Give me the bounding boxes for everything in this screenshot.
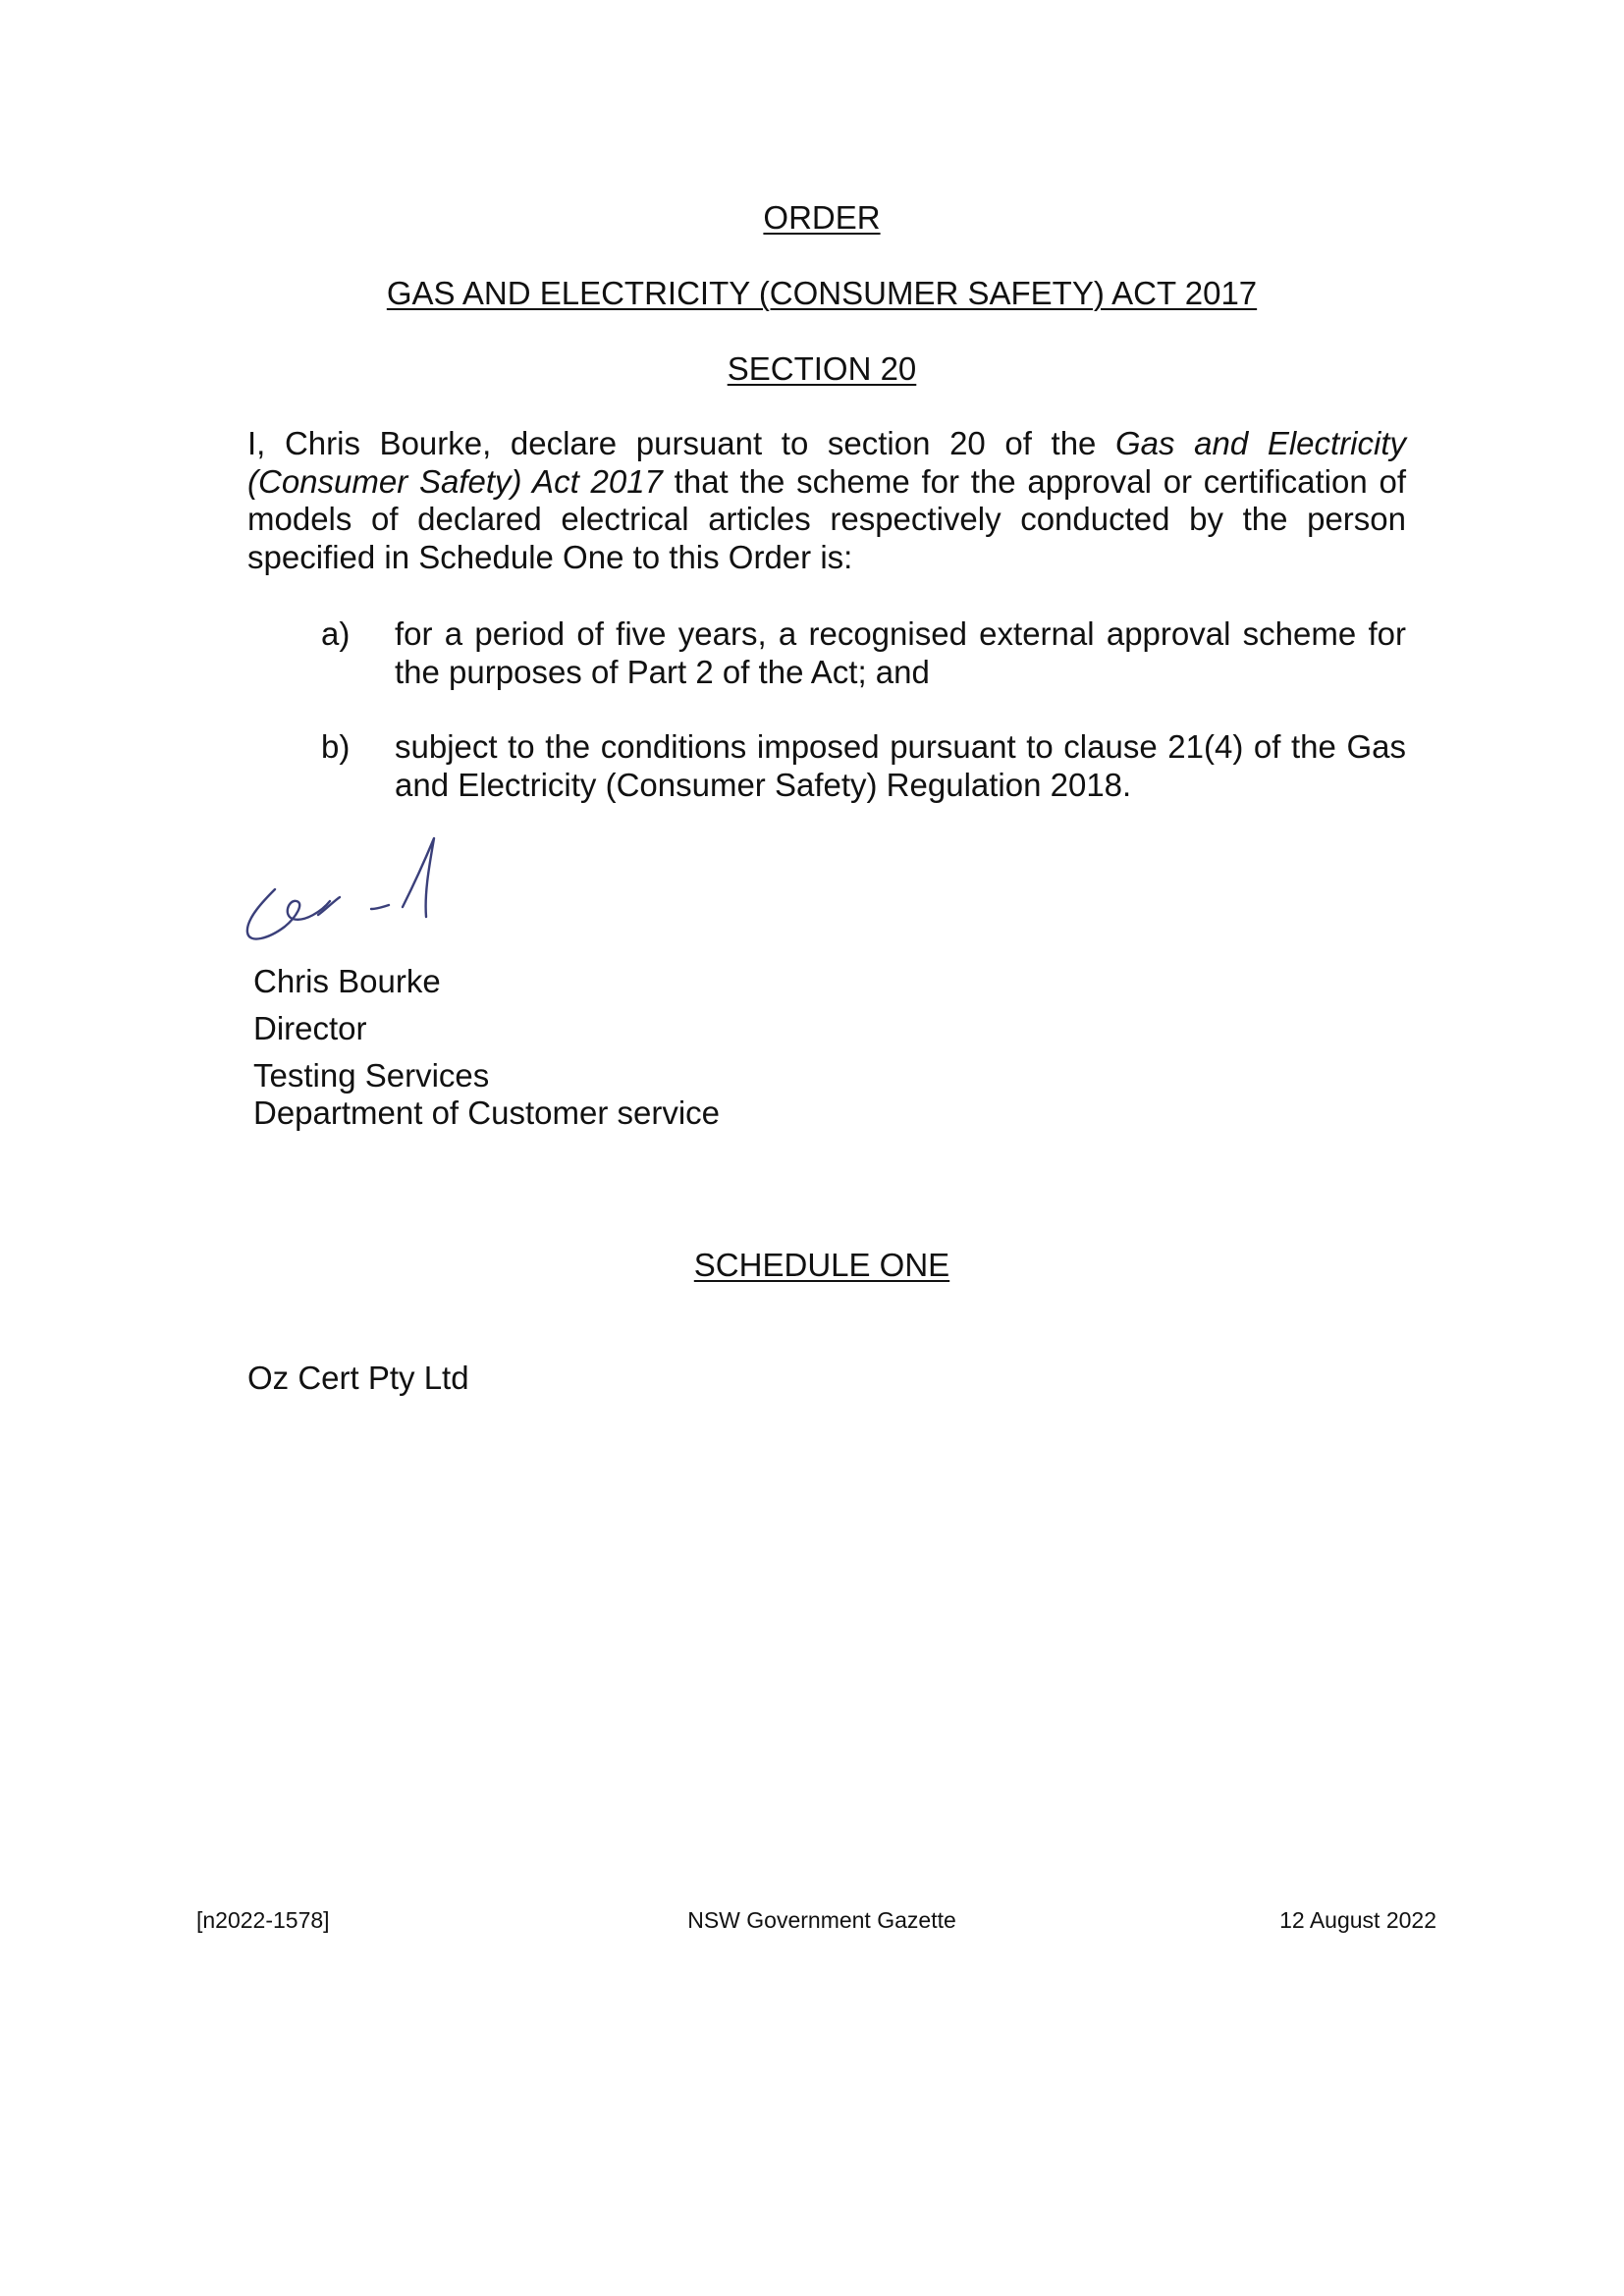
order-heading: ORDER (763, 199, 881, 236)
section-heading: SECTION 20 (727, 350, 917, 387)
signatory-title: Director (253, 1010, 367, 1046)
signatory-unit: Testing Services (253, 1057, 490, 1094)
declaration-act-name: Gas and Electricity (Consumer Safety) Act 2017 (247, 425, 1407, 500)
signatory-name: Chris Bourke (253, 963, 441, 999)
list-marker: b) (321, 728, 351, 765)
declaration-intro: I, Chris Bourke, declare pursuant to section 20 of the (247, 425, 1116, 461)
list-marker: a) (321, 615, 351, 652)
declaration-rest: that the scheme for the approval or certification of models of declared electrical articles respectively conducted by the person specified in Schedule One to this Order is: (247, 462, 1406, 575)
declaration-paragraph (247, 425, 1406, 576)
footer-notice-id: [n2022-1578] (196, 1907, 330, 1933)
footer-date: 12 August 2022 (1279, 1907, 1436, 1933)
schedule-heading: SCHEDULE ONE (693, 1247, 950, 1283)
handwritten-signature (236, 832, 471, 960)
list-text: subject to the conditions imposed pursuant to clause 21(4) of the Gas and Electricity (Consumer Safety) Regulation 2018. (395, 728, 1406, 803)
footer-publication: NSW Government Gazette (687, 1907, 956, 1933)
signatory-department: Department of Customer service (253, 1095, 721, 1131)
list-text: for a period of five years, a recognised external approval scheme for the purposes of Part 2 of the Act; and (395, 615, 1406, 690)
act-heading: GAS AND ELECTRICITY (CONSUMER SAFETY) ACT 2017 (386, 275, 1258, 311)
schedule-entity: Oz Cert Pty Ltd (247, 1360, 469, 1396)
